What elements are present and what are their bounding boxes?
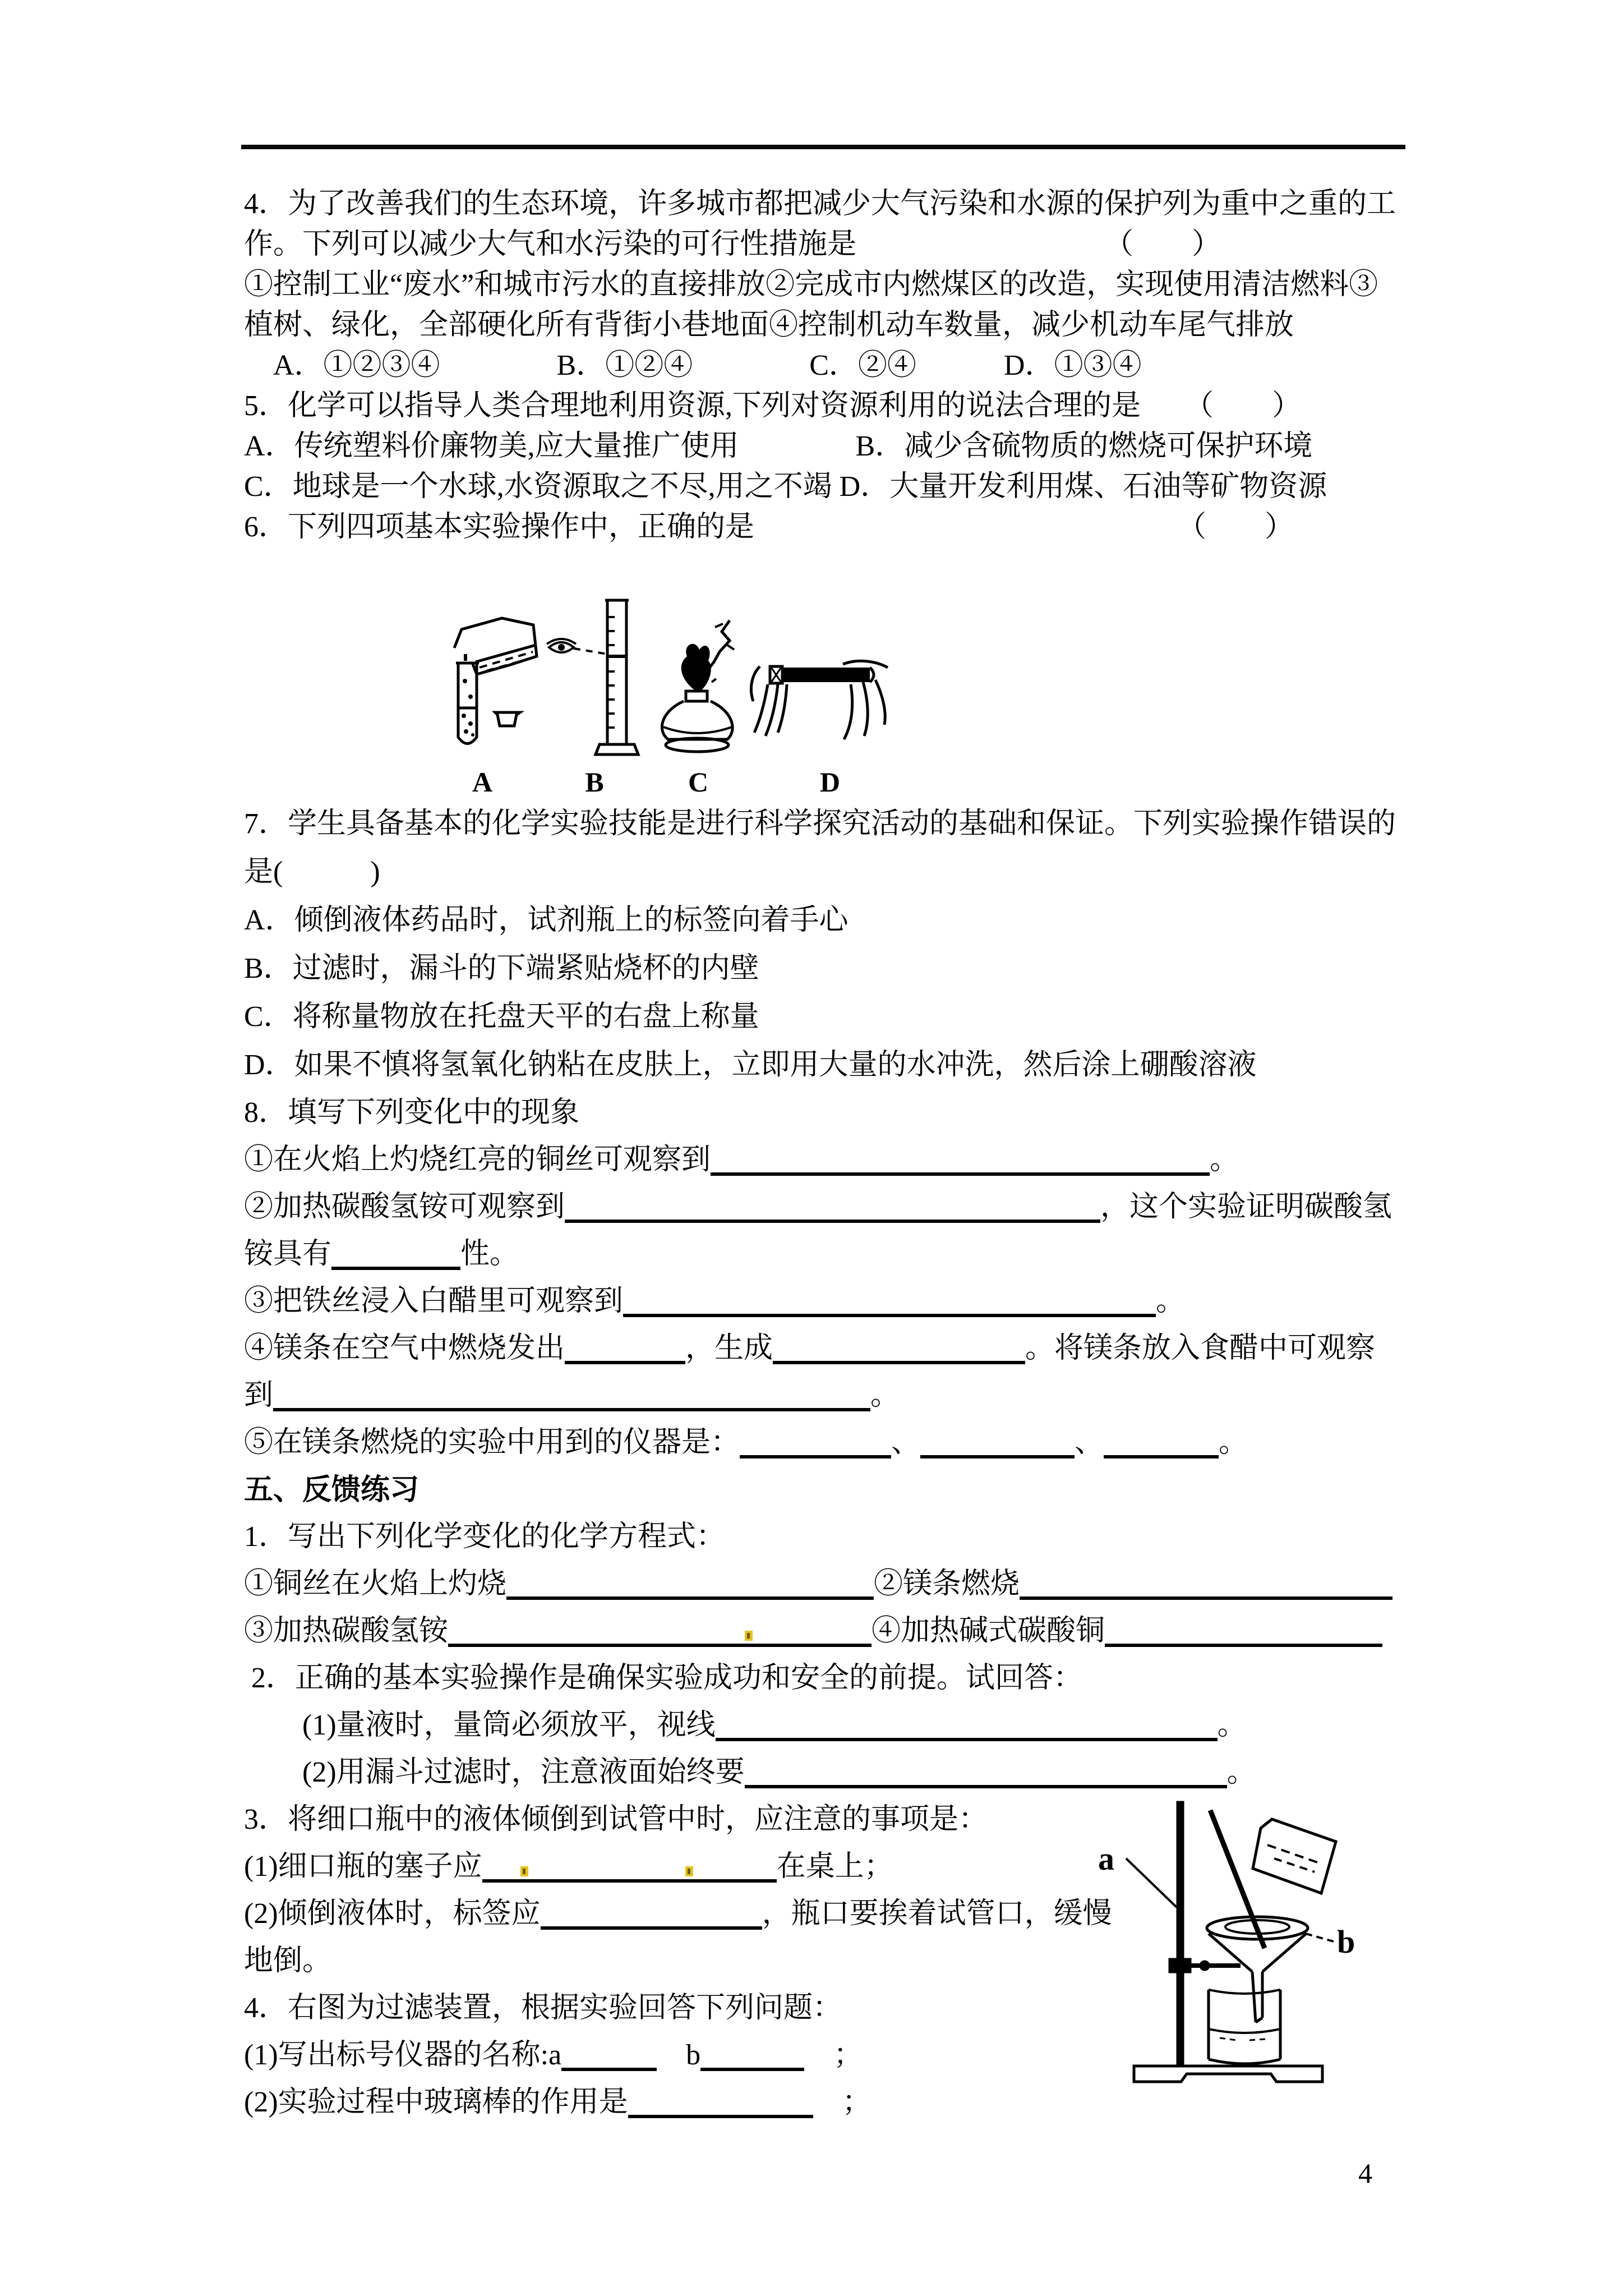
q4-items-text-2: 植树、绿化，全部硬化所有背街小巷地面④控制机动车数量，减少机动车尾气排放 — [244, 309, 1294, 341]
fb-q2-item-1-tail: 。 — [1217, 1709, 1247, 1741]
q5-options-cd-text: C．地球是一个水球,水资源取之不尽,用之不竭 D．大量开发利用煤、石油等矿物资源 — [244, 471, 1327, 503]
figure-read-cylinder — [541, 590, 648, 800]
pour-liquid-into-test-tube-icon — [423, 596, 541, 764]
fb-q4-item-1-mid: b — [657, 2039, 701, 2071]
fb-q3-item-2-tail: ，瓶口要挨着试管口，缓慢 — [762, 1898, 1112, 1930]
fb-q1-item-4-text: ④加热碱式碳酸铜 — [872, 1615, 1105, 1647]
annotation-mark — [685, 1866, 693, 1876]
q8-item-2-tail: ，这个实验证明碳酸氢 — [1100, 1191, 1393, 1223]
answer-blank — [628, 2107, 813, 2118]
fb-q2-item-1 — [244, 1702, 1444, 1749]
answer-blank — [448, 1636, 872, 1647]
answer-blank — [623, 1306, 1156, 1317]
q8-item-2-cont-text: 铵具有 — [244, 1238, 332, 1270]
answer-blank — [740, 1447, 891, 1458]
q8-item-4-tail: 。将镁条放入食醋中可观察 — [1025, 1332, 1376, 1364]
answer-blank — [920, 1447, 1075, 1458]
figure-pour-liquid — [423, 596, 541, 800]
q8-item-1-tail: 。 — [1210, 1144, 1239, 1176]
answer-blank — [541, 1918, 762, 1930]
q6-stem-text: 6．下列四项基本实验操作中，正确的是 （ ） — [244, 511, 1294, 543]
fb-q1-item-3-text: ③加热碳酸氢铵 — [244, 1615, 449, 1647]
q8-item-3-text: ③把铁丝浸入白醋里可观察到 — [244, 1285, 624, 1317]
answer-blank — [1020, 1589, 1393, 1600]
answer-blank — [1105, 1636, 1382, 1647]
q7-stem-line2 — [244, 848, 1444, 896]
q8-item-1 — [244, 1137, 1444, 1184]
q7-option-d-text: D．如果不慎将氢氧化钠粘在皮肤上，立即用大量的水冲洗，然后涂上硼酸溶液 — [244, 1049, 1257, 1081]
section-5-heading — [244, 1466, 1444, 1513]
fb-q3-item-1-text: (1)细口瓶的塞子应 — [244, 1851, 482, 1883]
q8-item-2-cont-tail: 性。 — [460, 1238, 519, 1270]
fb-q2-stem-text: 2．正确的基本实验操作是确保实验成功和安全的前提。试回答： — [244, 1662, 1083, 1694]
q4-items-text-1: ①控制工业“废水”和城市污水的直接排放②完成市内燃煤区的改造，实现使用清洁燃料③ — [244, 269, 1378, 301]
q5-stem-text: 5．化学可以指导人类合理地利用资源,下列对资源利用的说法合理的是 （ ） — [244, 390, 1302, 422]
alcohol-lamp-lighting-icon — [648, 613, 749, 764]
q8-item-4 — [244, 1325, 1444, 1372]
fb-q4-item-2-tail: ； — [813, 2086, 872, 2118]
answer-blank — [506, 1589, 874, 1600]
page-number: 4 — [1358, 2157, 1372, 2189]
fb-q1-item-2-text: ②镁条燃烧 — [874, 1568, 1020, 1600]
q4-stem-line2 — [244, 224, 1444, 265]
fb-q3-stem-text: 3．将细口瓶中的液体倾倒到试管中时，应注意的事项是： — [244, 1803, 988, 1835]
q4-stem-text-1: 4．为了改善我们的生态环境，许多城市都把减少大气污染和水源的保护列为重中之重的工 — [244, 188, 1396, 220]
figure-hold-tube — [749, 635, 911, 800]
fb-q2-item-2-tail: 。 — [1227, 1756, 1256, 1788]
figure-label-a: A — [472, 766, 493, 798]
q7-option-d — [244, 1041, 1444, 1089]
q8-item-2-text: ②加热碳酸氢铵可观察到 — [244, 1191, 565, 1223]
q5-options-cd — [244, 467, 1444, 507]
graduated-cylinder-reading-icon — [541, 590, 648, 764]
fb-q2-stem — [244, 1655, 1444, 1702]
q4-options — [244, 346, 1444, 386]
answer-blank — [700, 2060, 804, 2071]
q8-item-2 — [244, 1184, 1444, 1231]
q8-item-4-text: ④镁条在空气中燃烧发出 — [244, 1332, 565, 1364]
answer-blank — [565, 1353, 685, 1364]
q8-stem-text: 8．填写下列变化中的现象 — [244, 1097, 580, 1129]
fb-q4-item-2-text: (2)实验过程中玻璃棒的作用是 — [244, 2086, 628, 2118]
filtration-label-b: b — [1337, 1924, 1355, 1960]
fb-q1-item-1-text: ①铜丝在火焰上灼烧 — [244, 1568, 507, 1600]
hands-holding-test-tube-icon — [749, 635, 911, 764]
q7-option-c — [244, 993, 1444, 1041]
q4-items-line1 — [244, 265, 1444, 305]
figure-label-b: B — [585, 766, 604, 798]
q8-item-3-tail: 。 — [1156, 1285, 1186, 1317]
q5-options-ab-text: A．传统塑料价廉物美,应大量推广使用 B．减少含硫物质的燃烧可保护环境 — [244, 430, 1313, 462]
q8-item-5 — [244, 1419, 1444, 1466]
fb-q1-stem — [244, 1513, 1444, 1561]
q8-item-5-tail: 。 — [1219, 1427, 1248, 1458]
fb-q1-stem-text: 1．写出下列化学变化的化学方程式： — [244, 1521, 726, 1553]
q8-stem — [244, 1089, 1444, 1137]
q8-item-3 — [244, 1278, 1444, 1325]
q4-stem-line1 — [244, 184, 1444, 224]
answer-blank — [331, 1259, 460, 1270]
answer-blank — [565, 1212, 1100, 1223]
answer-blank — [773, 1353, 1025, 1364]
answer-blank — [273, 1400, 870, 1411]
q7-stem-text-2: 是( ) — [244, 856, 380, 888]
q6-stem — [244, 507, 1444, 547]
q7-option-a — [244, 896, 1444, 945]
filtration-setup-icon — [1094, 1787, 1357, 2112]
fb-q4-item-1-tail: ； — [804, 2039, 863, 2071]
fb-q1-items-1 — [244, 1561, 1444, 1608]
answer-blank — [711, 1165, 1210, 1176]
answer-blank — [482, 1871, 777, 1883]
q7-stem-text-1: 7．学生具备基本的化学实验技能是进行科学探究活动的基础和保证。下列实验操作错误的 — [244, 808, 1396, 840]
section-5-heading-text: 五、反馈练习 — [244, 1474, 419, 1506]
q7-option-a-text: A．倾倒液体药品时，试剂瓶上的标签向着手心 — [244, 904, 849, 936]
annotation-mark — [520, 1866, 528, 1876]
fb-q3-item-2-cont-text: 地倒。 — [244, 1945, 332, 1977]
answer-blank — [716, 1730, 1218, 1741]
q8-item-5-text: ⑤在镁条燃烧的实验中用到的仪器是： — [244, 1427, 740, 1458]
filtration-label-a: a — [1098, 1841, 1114, 1877]
q4-options-text: A．①②③④ B．①②④ C．②④ D．①③④ — [244, 349, 1142, 381]
fb-q3-item-1-tail: 在桌上； — [776, 1851, 893, 1883]
q7-option-b — [244, 945, 1444, 993]
figure-label-d: D — [819, 766, 841, 798]
q8-item-4-cont-tail: 。 — [870, 1379, 900, 1411]
fb-q3-item-2-text: (2)倾倒液体时，标签应 — [244, 1898, 541, 1930]
q6-figure-row — [423, 553, 1444, 800]
q4-items-line2 — [244, 305, 1444, 346]
q8-item-4-cont-text: 到 — [244, 1379, 274, 1411]
q7-stem-line1 — [244, 800, 1444, 848]
q8-item-4-cont — [244, 1372, 1444, 1419]
header-rule — [241, 145, 1405, 149]
answer-blank — [1104, 1447, 1219, 1458]
q8-item-5-sep2: 、 — [1075, 1427, 1104, 1458]
q7-option-b-text: B．过滤时，漏斗的下端紧贴烧杯的内壁 — [244, 953, 759, 984]
figure-label-c: C — [688, 766, 709, 798]
fb-q2-item-2-text: (2)用漏斗过滤时，注意液面始终要 — [244, 1756, 745, 1788]
q4-stem-text-2: 作。下列可以减少大气和水污染的可行性措施是 （ ） — [244, 228, 1221, 260]
q8-item-4-mid: ，生成 — [685, 1332, 773, 1364]
filtration-apparatus-figure — [1094, 1787, 1357, 2112]
q5-stem — [244, 386, 1444, 426]
annotation-mark — [745, 1631, 753, 1641]
figure-light-lamp — [648, 613, 749, 800]
fb-q4-stem-text: 4．右图为过滤装置，根据实验回答下列问题： — [244, 1992, 842, 2024]
q7-option-c-text: C．将称量物放在托盘天平的右盘上称量 — [244, 1001, 759, 1033]
answer-blank — [561, 2060, 657, 2071]
q8-item-2-cont — [244, 1231, 1444, 1278]
fb-q4-item-1-text: (1)写出标号仪器的名称:a — [244, 2039, 562, 2071]
fb-q1-items-2 — [244, 1608, 1444, 1655]
q8-item-5-sep1: 、 — [891, 1427, 921, 1458]
fb-q2-item-1-text: (1)量液时，量筒必须放平，视线 — [244, 1709, 716, 1741]
q8-item-1-text: ①在火焰上灼烧红亮的铜丝可观察到 — [244, 1144, 711, 1176]
q5-options-ab — [244, 426, 1444, 467]
